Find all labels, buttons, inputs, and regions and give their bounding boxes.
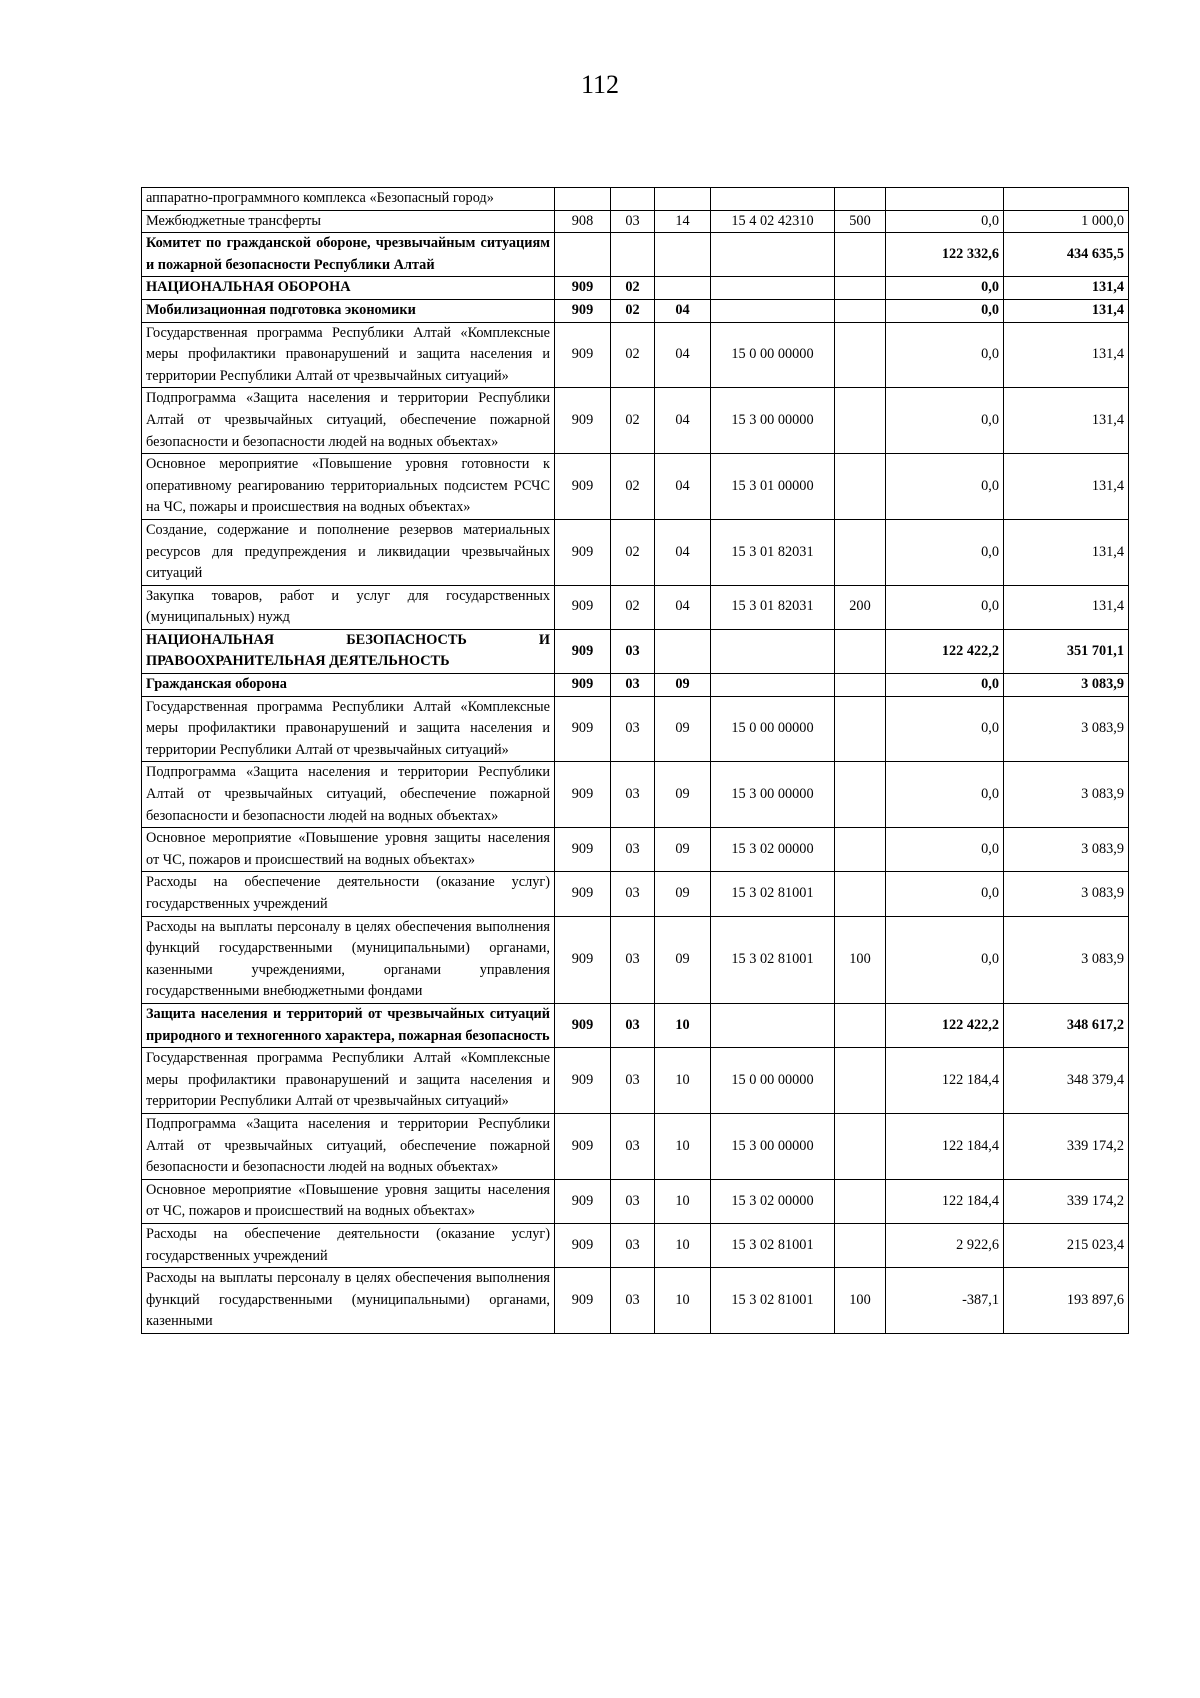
row-section-cell: 03 <box>611 1179 655 1223</box>
row-expense-type-cell <box>835 388 886 454</box>
row-sum-1-cell: -387,1 <box>886 1268 1004 1334</box>
row-gr-code-cell: 909 <box>555 299 611 322</box>
row-expense-type-cell <box>835 519 886 585</box>
row-sum-1-cell: 122 184,4 <box>886 1179 1004 1223</box>
row-subsection-cell: 09 <box>655 762 711 828</box>
row-expense-type-cell <box>835 629 886 673</box>
row-target-article-cell: 15 3 02 81001 <box>711 872 835 916</box>
row-name-cell: аппаратно-программного комплекса «Безопасный город» <box>142 188 555 211</box>
row-name-cell: Расходы на выплаты персоналу в целях обеспечения выполнения функций государственными (муниципальными) органами, казенными учреждениями, органами управления государственными внебюджетными фондами <box>142 916 555 1003</box>
row-sum-2-cell: 131,4 <box>1004 585 1129 629</box>
row-gr-code-cell: 909 <box>555 322 611 388</box>
row-expense-type-cell <box>835 762 886 828</box>
row-sum-1-cell: 0,0 <box>886 210 1004 233</box>
row-sum-2-cell: 3 083,9 <box>1004 696 1129 762</box>
row-target-article-cell: 15 3 00 00000 <box>711 1113 835 1179</box>
row-subsection-cell: 04 <box>655 585 711 629</box>
row-expense-type-cell: 200 <box>835 585 886 629</box>
table-row <box>142 872 1129 916</box>
row-target-article-cell: 15 0 00 00000 <box>711 1048 835 1114</box>
row-sum-1-cell <box>886 188 1004 211</box>
table-row <box>142 696 1129 762</box>
row-target-article-cell: 15 3 00 00000 <box>711 388 835 454</box>
table-row <box>142 674 1129 697</box>
table-row <box>142 1048 1129 1114</box>
row-subsection-cell: 10 <box>655 1268 711 1334</box>
row-expense-type-cell <box>835 1179 886 1223</box>
row-gr-code-cell: 909 <box>555 1113 611 1179</box>
row-target-article-cell: 15 0 00 00000 <box>711 322 835 388</box>
row-name-cell: Гражданская оборона <box>142 674 555 697</box>
row-sum-2-cell: 348 379,4 <box>1004 1048 1129 1114</box>
row-sum-2-cell: 1 000,0 <box>1004 210 1129 233</box>
row-target-article-cell <box>711 277 835 300</box>
row-gr-code-cell: 909 <box>555 277 611 300</box>
row-subsection-cell <box>655 629 711 673</box>
row-sum-1-cell: 2 922,6 <box>886 1223 1004 1267</box>
table-row <box>142 1268 1129 1334</box>
table-row <box>142 454 1129 520</box>
row-expense-type-cell <box>835 1003 886 1047</box>
row-sum-1-cell: 0,0 <box>886 762 1004 828</box>
row-expense-type-cell <box>835 322 886 388</box>
row-gr-code-cell: 909 <box>555 388 611 454</box>
row-section-cell: 03 <box>611 916 655 1003</box>
table-row <box>142 233 1129 277</box>
row-section-cell <box>611 233 655 277</box>
table-row <box>142 1223 1129 1267</box>
row-sum-1-cell: 0,0 <box>886 916 1004 1003</box>
row-target-article-cell: 15 3 02 00000 <box>711 828 835 872</box>
row-gr-code-cell: 909 <box>555 1179 611 1223</box>
row-subsection-cell: 10 <box>655 1223 711 1267</box>
row-sum-1-cell: 122 184,4 <box>886 1113 1004 1179</box>
row-sum-2-cell: 131,4 <box>1004 388 1129 454</box>
row-expense-type-cell <box>835 233 886 277</box>
row-section-cell <box>611 188 655 211</box>
row-subsection-cell: 04 <box>655 299 711 322</box>
row-section-cell: 03 <box>611 1113 655 1179</box>
row-sum-1-cell: 122 422,2 <box>886 629 1004 673</box>
row-subsection-cell: 10 <box>655 1179 711 1223</box>
row-subsection-cell <box>655 233 711 277</box>
row-subsection-cell: 10 <box>655 1048 711 1114</box>
row-section-cell: 02 <box>611 454 655 520</box>
row-sum-2-cell: 351 701,1 <box>1004 629 1129 673</box>
row-subsection-cell <box>655 277 711 300</box>
row-subsection-cell: 09 <box>655 872 711 916</box>
row-target-article-cell: 15 3 01 82031 <box>711 585 835 629</box>
row-sum-2-cell: 3 083,9 <box>1004 828 1129 872</box>
row-name-cell: Государственная программа Республики Алтай «Комплексные меры профилактики правонарушений и защита населения и территории Республики Алтай от чрезвычайных ситуаций» <box>142 322 555 388</box>
row-gr-code-cell: 909 <box>555 519 611 585</box>
row-section-cell: 03 <box>611 1003 655 1047</box>
row-sum-1-cell: 122 184,4 <box>886 1048 1004 1114</box>
row-sum-2-cell: 131,4 <box>1004 299 1129 322</box>
table-row <box>142 585 1129 629</box>
row-sum-1-cell: 0,0 <box>886 299 1004 322</box>
table-row <box>142 188 1129 211</box>
row-target-article-cell: 15 3 02 81001 <box>711 1268 835 1334</box>
row-name-cell: Расходы на выплаты персоналу в целях обеспечения выполнения функций государственными (муниципальными) органами, казенными <box>142 1268 555 1334</box>
row-subsection-cell: 09 <box>655 828 711 872</box>
page-number: 112 <box>580 70 620 99</box>
row-target-article-cell: 15 3 02 00000 <box>711 1179 835 1223</box>
row-sum-2-cell: 3 083,9 <box>1004 762 1129 828</box>
row-gr-code-cell: 909 <box>555 585 611 629</box>
row-name-cell: Расходы на обеспечение деятельности (оказание услуг) государственных учреждений <box>142 872 555 916</box>
row-name-cell: Основное мероприятие «Повышение уровня защиты населения от ЧС, пожаров и происшествий на водных объектах» <box>142 828 555 872</box>
row-section-cell: 02 <box>611 299 655 322</box>
row-expense-type-cell <box>835 299 886 322</box>
row-gr-code-cell: 909 <box>555 674 611 697</box>
row-name-cell: Межбюджетные трансферты <box>142 210 555 233</box>
row-sum-1-cell: 0,0 <box>886 388 1004 454</box>
row-subsection-cell: 09 <box>655 696 711 762</box>
row-name-cell: Подпрограмма «Защита населения и территории Республики Алтай от чрезвычайных ситуаций, обеспечение пожарной безопасности и безопасности людей на водных объектах» <box>142 762 555 828</box>
table-row <box>142 322 1129 388</box>
row-name-cell: Подпрограмма «Защита населения и территории Республики Алтай от чрезвычайных ситуаций, обеспечение пожарной безопасности и безопасности людей на водных объектах» <box>142 388 555 454</box>
row-gr-code-cell <box>555 188 611 211</box>
row-expense-type-cell <box>835 674 886 697</box>
budget-table-body <box>142 188 1129 1334</box>
row-section-cell: 03 <box>611 1268 655 1334</box>
row-subsection-cell: 10 <box>655 1113 711 1179</box>
row-sum-1-cell: 122 332,6 <box>886 233 1004 277</box>
row-expense-type-cell <box>835 188 886 211</box>
row-section-cell: 03 <box>611 828 655 872</box>
row-expense-type-cell <box>835 454 886 520</box>
row-gr-code-cell: 908 <box>555 210 611 233</box>
table-row <box>142 762 1129 828</box>
row-name-cell: Мобилизационная подготовка экономики <box>142 299 555 322</box>
row-target-article-cell <box>711 1003 835 1047</box>
row-sum-2-cell: 339 174,2 <box>1004 1179 1129 1223</box>
row-subsection-cell: 04 <box>655 519 711 585</box>
row-name-cell: НАЦИОНАЛЬНАЯ ОБОРОНА <box>142 277 555 300</box>
row-gr-code-cell: 909 <box>555 872 611 916</box>
row-sum-2-cell: 3 083,9 <box>1004 674 1129 697</box>
row-sum-1-cell: 0,0 <box>886 674 1004 697</box>
row-section-cell: 03 <box>611 674 655 697</box>
row-name-cell: Государственная программа Республики Алтай «Комплексные меры профилактики правонарушений и защита населения и территории Республики Алтай от чрезвычайных ситуаций» <box>142 696 555 762</box>
row-target-article-cell: 15 3 02 81001 <box>711 1223 835 1267</box>
row-expense-type-cell <box>835 696 886 762</box>
table-row <box>142 299 1129 322</box>
row-name-cell: Защита населения и территорий от чрезвычайных ситуаций природного и техногенного характера, пожарная безопасность <box>142 1003 555 1047</box>
row-expense-type-cell <box>835 872 886 916</box>
row-name-cell: Создание, содержание и пополнение резервов материальных ресурсов для предупреждения и ликвидации чрезвычайных ситуаций <box>142 519 555 585</box>
row-target-article-cell: 15 4 02 42310 <box>711 210 835 233</box>
row-expense-type-cell <box>835 1048 886 1114</box>
row-gr-code-cell: 909 <box>555 1003 611 1047</box>
row-sum-2-cell: 131,4 <box>1004 454 1129 520</box>
row-gr-code-cell: 909 <box>555 1268 611 1334</box>
row-gr-code-cell: 909 <box>555 629 611 673</box>
row-sum-2-cell: 348 617,2 <box>1004 1003 1129 1047</box>
row-subsection-cell: 04 <box>655 388 711 454</box>
row-sum-2-cell: 193 897,6 <box>1004 1268 1129 1334</box>
row-section-cell: 03 <box>611 1223 655 1267</box>
row-sum-1-cell: 0,0 <box>886 828 1004 872</box>
row-sum-2-cell: 131,4 <box>1004 277 1129 300</box>
row-sum-2-cell: 434 635,5 <box>1004 233 1129 277</box>
row-section-cell: 03 <box>611 872 655 916</box>
row-sum-2-cell: 131,4 <box>1004 519 1129 585</box>
row-section-cell: 03 <box>611 629 655 673</box>
row-target-article-cell <box>711 299 835 322</box>
row-section-cell: 02 <box>611 388 655 454</box>
row-gr-code-cell: 909 <box>555 762 611 828</box>
row-expense-type-cell: 500 <box>835 210 886 233</box>
table-row <box>142 828 1129 872</box>
row-target-article-cell <box>711 233 835 277</box>
row-gr-code-cell: 909 <box>555 916 611 1003</box>
row-target-article-cell <box>711 188 835 211</box>
row-sum-2-cell: 3 083,9 <box>1004 916 1129 1003</box>
row-name-cell: Основное мероприятие «Повышение уровня готовности к оперативному реагированию территориальных подсистем РСЧС на ЧС, пожары и происшествия на водных объектах» <box>142 454 555 520</box>
row-expense-type-cell <box>835 1113 886 1179</box>
row-subsection-cell: 10 <box>655 1003 711 1047</box>
row-target-article-cell <box>711 674 835 697</box>
row-target-article-cell: 15 3 02 81001 <box>711 916 835 1003</box>
row-name-cell: Расходы на обеспечение деятельности (оказание услуг) государственных учреждений <box>142 1223 555 1267</box>
row-sum-2-cell <box>1004 188 1129 211</box>
row-name-cell: Подпрограмма «Защита населения и территории Республики Алтай от чрезвычайных ситуаций, обеспечение пожарной безопасности и безопасности людей на водных объектах» <box>142 1113 555 1179</box>
row-target-article-cell: 15 3 01 00000 <box>711 454 835 520</box>
row-section-cell: 02 <box>611 519 655 585</box>
table-row <box>142 1003 1129 1047</box>
row-name-cell: Государственная программа Республики Алтай «Комплексные меры профилактики правонарушений и защита населения и территории Республики Алтай от чрезвычайных ситуаций» <box>142 1048 555 1114</box>
row-subsection-cell: 09 <box>655 674 711 697</box>
row-gr-code-cell <box>555 233 611 277</box>
row-gr-code-cell: 909 <box>555 696 611 762</box>
table-row <box>142 210 1129 233</box>
row-gr-code-cell: 909 <box>555 1223 611 1267</box>
row-section-cell: 03 <box>611 696 655 762</box>
row-name-cell: Комитет по гражданской обороне, чрезвычайным ситуациям и пожарной безопасности Республики Алтай <box>142 233 555 277</box>
row-sum-2-cell: 131,4 <box>1004 322 1129 388</box>
row-sum-1-cell: 0,0 <box>886 519 1004 585</box>
row-subsection-cell: 09 <box>655 916 711 1003</box>
row-section-cell: 02 <box>611 322 655 388</box>
table-row <box>142 1179 1129 1223</box>
row-subsection-cell: 04 <box>655 454 711 520</box>
row-sum-1-cell: 122 422,2 <box>886 1003 1004 1047</box>
row-name-cell: НАЦИОНАЛЬНАЯ БЕЗОПАСНОСТЬ И ПРАВООХРАНИТЕЛЬНАЯ ДЕЯТЕЛЬНОСТЬ <box>142 629 555 673</box>
row-target-article-cell: 15 0 00 00000 <box>711 696 835 762</box>
row-expense-type-cell: 100 <box>835 916 886 1003</box>
row-gr-code-cell: 909 <box>555 828 611 872</box>
table-row <box>142 277 1129 300</box>
row-sum-2-cell: 3 083,9 <box>1004 872 1129 916</box>
row-sum-1-cell: 0,0 <box>886 322 1004 388</box>
row-section-cell: 03 <box>611 762 655 828</box>
table-row <box>142 916 1129 1003</box>
row-sum-2-cell: 215 023,4 <box>1004 1223 1129 1267</box>
row-name-cell: Основное мероприятие «Повышение уровня защиты населения от ЧС, пожаров и происшествий на водных объектах» <box>142 1179 555 1223</box>
row-target-article-cell <box>711 629 835 673</box>
row-target-article-cell: 15 3 01 82031 <box>711 519 835 585</box>
row-expense-type-cell <box>835 828 886 872</box>
row-section-cell: 03 <box>611 210 655 233</box>
row-name-cell: Закупка товаров, работ и услуг для государственных (муниципальных) нужд <box>142 585 555 629</box>
row-section-cell: 02 <box>611 585 655 629</box>
table-row <box>142 519 1129 585</box>
row-subsection-cell: 14 <box>655 210 711 233</box>
row-expense-type-cell <box>835 1223 886 1267</box>
row-sum-1-cell: 0,0 <box>886 454 1004 520</box>
row-section-cell: 03 <box>611 1048 655 1114</box>
table-row <box>142 1113 1129 1179</box>
row-gr-code-cell: 909 <box>555 454 611 520</box>
row-sum-1-cell: 0,0 <box>886 872 1004 916</box>
table-row <box>142 629 1129 673</box>
row-sum-1-cell: 0,0 <box>886 585 1004 629</box>
table-row <box>142 388 1129 454</box>
budget-table <box>141 187 1129 1334</box>
row-subsection-cell <box>655 188 711 211</box>
row-expense-type-cell: 100 <box>835 1268 886 1334</box>
row-sum-2-cell: 339 174,2 <box>1004 1113 1129 1179</box>
row-gr-code-cell: 909 <box>555 1048 611 1114</box>
row-sum-1-cell: 0,0 <box>886 277 1004 300</box>
row-expense-type-cell <box>835 277 886 300</box>
row-sum-1-cell: 0,0 <box>886 696 1004 762</box>
row-target-article-cell: 15 3 00 00000 <box>711 762 835 828</box>
row-subsection-cell: 04 <box>655 322 711 388</box>
row-section-cell: 02 <box>611 277 655 300</box>
